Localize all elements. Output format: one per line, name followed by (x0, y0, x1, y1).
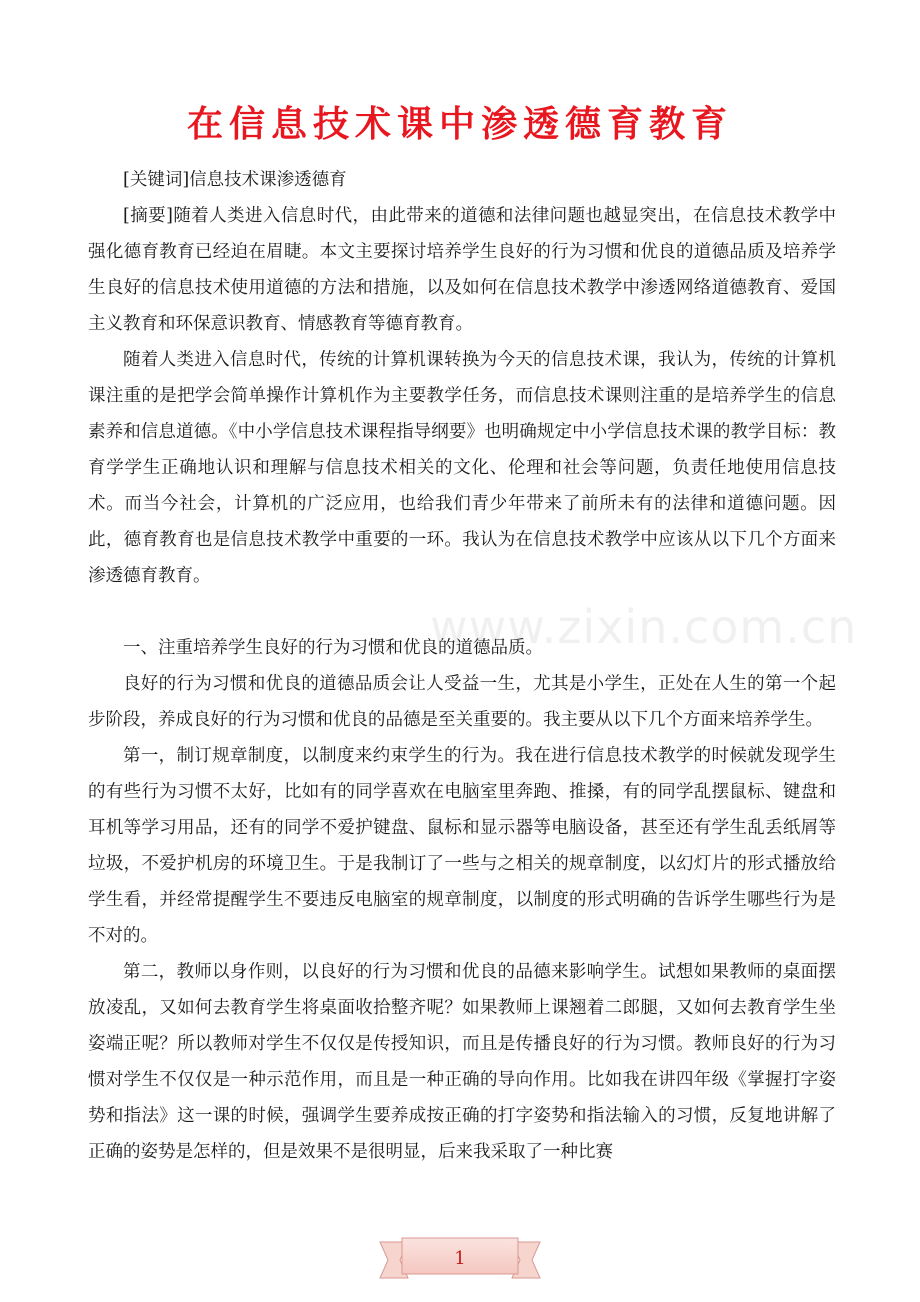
page-number: 1 (454, 1248, 466, 1269)
body-paragraph: 第一，制订规章制度，以制度来约束学生的行为。我在进行信息技术教学的时候就发现学生的有些行为习惯不太好，比如有的同学喜欢在电脑室里奔跑、推搡，有的同学乱摆鼠标、键盘和耳机等学习用品，还有的同学不爱护键盘、鼠标和显示器等电脑设备，甚至还有学生乱丢纸屑等垃圾，不爱护机房的环境卫生。于是我制订了一些与之相关的规章制度，以幻灯片的形式播放给学生看，并经常提醒学生不要违反电脑室的规章制度，以制度的形式明确的告诉学生哪些行为是不对的。 (88, 746, 836, 946)
abstract-paragraph: [摘要]随着人类进入信息时代，由此带来的道德和法律问题也越显突出，在信息技术教学中强化德育教育已经迫在眉睫。本文主要探讨培养学生良好的行为习惯和优良的道德品质及培养学生良好的信息技术使用道德的方法和措施，以及如何在信息技术教学中渗透网络道德教育、爱国主义教育和环保意识教育、情感教育等德育教育。 (88, 206, 836, 334)
body-paragraph: 良好的行为习惯和优良的道德品质会让人受益一生，尤其是小学生，正处在人生的第一个起步阶段，养成良好的行为习惯和优良的品德是至关重要的。我主要从以下几个方面来培养学生。 (88, 674, 836, 730)
keywords-paragraph: [关键词]信息技术课渗透德育 (123, 170, 347, 190)
document-body (88, 162, 836, 1170)
body-paragraph: 第二，教师以身作则，以良好的行为习惯和优良的品德来影响学生。试想如果教师的桌面摆放凌乱，又如何去教育学生将桌面收拾整齐呢？如果教师上课翘着二郎腿，又如何去教育学生坐姿端正呢？所以教师对学生不仅仅是传授知识，而且是传播良好的行为习惯。教师良好的行为习惯对学生不仅仅是一种示范作用，而且是一种正确的导向作用。比如我在讲四年级《掌握打字姿势和指法》这一课的时候，强调学生要养成按正确的打字姿势和指法输入的习惯，反复地讲解了正确的姿势是怎样的，但是效果不是很明显，后来我采取了一种比赛 (88, 962, 836, 1162)
watermark: www.zixin.com.cn (430, 600, 858, 654)
document-title: 在信息技术课中渗透德育教育 (186, 104, 733, 145)
intro-paragraph: 随着人类进入信息时代，传统的计算机课转换为今天的信息技术课，我认为，传统的计算机课注重的是把学会简单操作计算机作为主要教学任务，而信息技术课则注重的是培养学生的信息素养和信息道德。《中小学信息技术课程指导纲要》也明确规定中小学信息技术课的教学目标：教育学学生正确地认识和理解与信息技术相关的文化、伦理和社会等问题，负责任地使用信息技术。而当今社会，计算机的广泛应用，也给我们青少年带来了前所未有的法律和道德问题。因此，德育教育也是信息技术教学中重要的一环。我认为在信息技术教学中应该从以下几个方面来渗透德育教育。 (88, 350, 836, 586)
section-heading: 一、注重培养学生良好的行为习惯和优良的道德品质。 (123, 638, 543, 658)
